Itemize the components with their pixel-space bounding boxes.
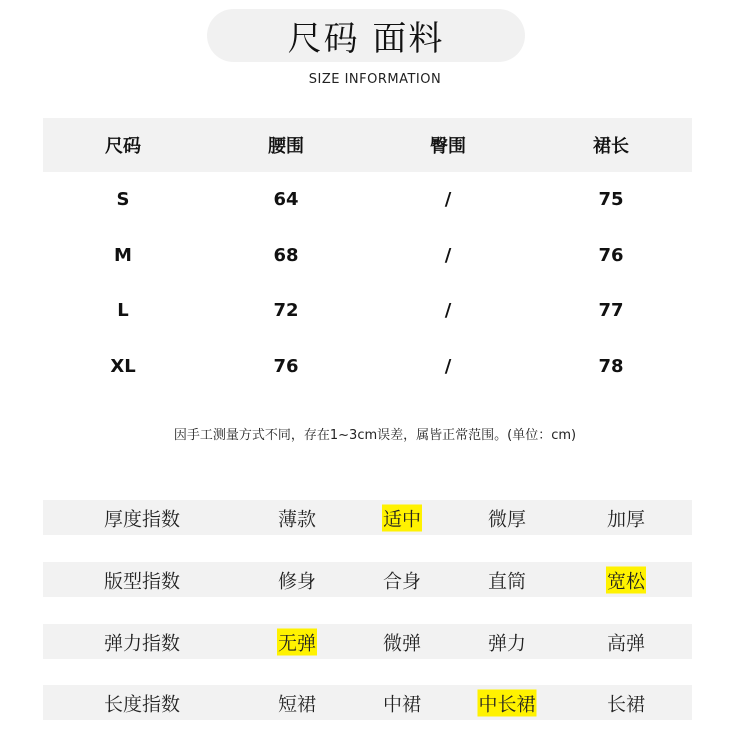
index-option: 适中: [382, 504, 422, 531]
size-table: [43, 118, 692, 394]
cell-hip: /: [444, 300, 452, 322]
index-label: 长度指数: [103, 693, 181, 715]
page-subtitle: SIZE INFORMATION: [308, 72, 442, 87]
cell-size: S: [116, 189, 130, 211]
cell-length: 75: [598, 189, 624, 211]
index-label: 弹力指数: [103, 632, 181, 654]
measurement-note: 因手工测量方式不同，存在1~3cm误差，属皆正常范围。(单位：cm): [173, 428, 577, 443]
header-size: 尺码: [105, 136, 141, 157]
cell-waist: 64: [273, 189, 299, 211]
cell-length: 76: [598, 244, 624, 266]
index-option: 中长裙: [477, 689, 536, 716]
index-option: 微厚: [487, 508, 527, 530]
size-table-header: [43, 118, 692, 172]
index-option: 微弹: [382, 632, 422, 654]
cell-waist: 76: [273, 355, 299, 377]
header-hip: 臀围: [430, 136, 466, 157]
cell-hip: /: [444, 189, 452, 211]
index-row-length: [43, 685, 692, 720]
cell-hip: /: [444, 355, 452, 377]
index-label: 厚度指数: [103, 508, 181, 530]
index-option: 直筒: [487, 570, 527, 592]
table-row: [43, 339, 692, 395]
cell-length: 77: [598, 300, 624, 322]
table-row: [43, 283, 692, 339]
index-option: 无弹: [277, 628, 317, 655]
index-option: 修身: [277, 570, 317, 592]
cell-size: XL: [110, 355, 136, 377]
index-option: 加厚: [606, 508, 646, 530]
cell-waist: 72: [273, 300, 299, 322]
header-length: 裙长: [593, 136, 629, 157]
index-row-elasticity: [43, 624, 692, 659]
cell-size: L: [117, 300, 129, 322]
table-row: [43, 228, 692, 284]
cell-waist: 68: [273, 244, 299, 266]
header-waist: 腰围: [268, 136, 304, 157]
index-label: 版型指数: [103, 570, 181, 592]
cell-size: M: [114, 244, 132, 266]
index-option: 高弹: [606, 632, 646, 654]
index-row-fit: [43, 562, 692, 597]
title-banner: [207, 9, 525, 62]
index-option: 宽松: [606, 566, 646, 593]
index-option: 中裙: [382, 693, 422, 715]
cell-length: 78: [598, 355, 624, 377]
page-title: 尺码 面料: [287, 19, 445, 59]
index-option: 短裙: [277, 693, 317, 715]
table-row: [43, 172, 692, 228]
index-row-thickness: [43, 500, 692, 535]
index-option: 薄款: [277, 508, 317, 530]
index-option: 弹力: [487, 632, 527, 654]
index-option: 长裙: [606, 693, 646, 715]
index-option: 合身: [382, 570, 422, 592]
cell-hip: /: [444, 244, 452, 266]
